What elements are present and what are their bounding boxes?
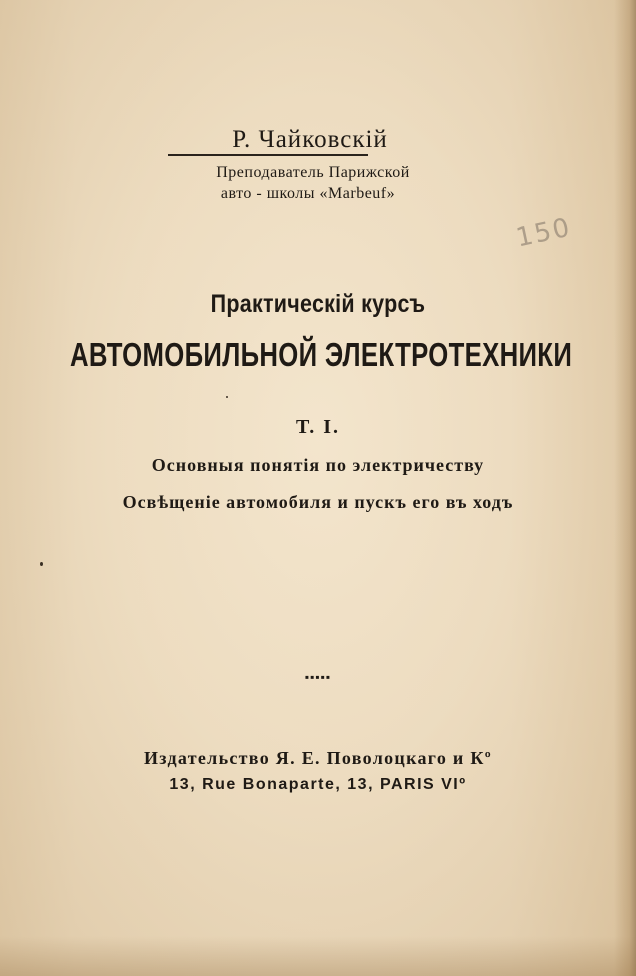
page-edge-shadow-bottom [0, 936, 636, 976]
title-line2: АВТОМОБИЛЬНОЙ ЭЛЕКТРОТЕХНИКИ [69, 336, 573, 373]
handwritten-pencil-note: 150 [513, 212, 575, 254]
volume-number: Т. I. [295, 416, 341, 438]
ornament-divider: ▪▪▪▪▪ [304, 670, 332, 684]
author-name: Р. Чайковскiй [232, 126, 388, 153]
paper-speck [40, 562, 43, 566]
publisher-address: 13, Rue Bonaparte, 13, PARIS VIº [169, 776, 467, 793]
subtitle-line1: Основныя понятiя по электричеству [151, 455, 485, 475]
page-edge-shadow-right [614, 0, 636, 976]
subtitle-line2: Освѣщенiе автомобиля и пускъ его въ ходъ [122, 492, 514, 512]
author-underline [168, 154, 368, 156]
title-line1: Практическiй курсъ [210, 290, 426, 318]
publisher-name: Издательство Я. Е. Поволоцкаго и Кº [143, 748, 492, 768]
author-affiliation-line2: авто - школы «Marbeuf» [220, 185, 396, 202]
paper-speck [226, 396, 228, 398]
author-affiliation-line1: Преподаватель Парижской [216, 164, 410, 181]
